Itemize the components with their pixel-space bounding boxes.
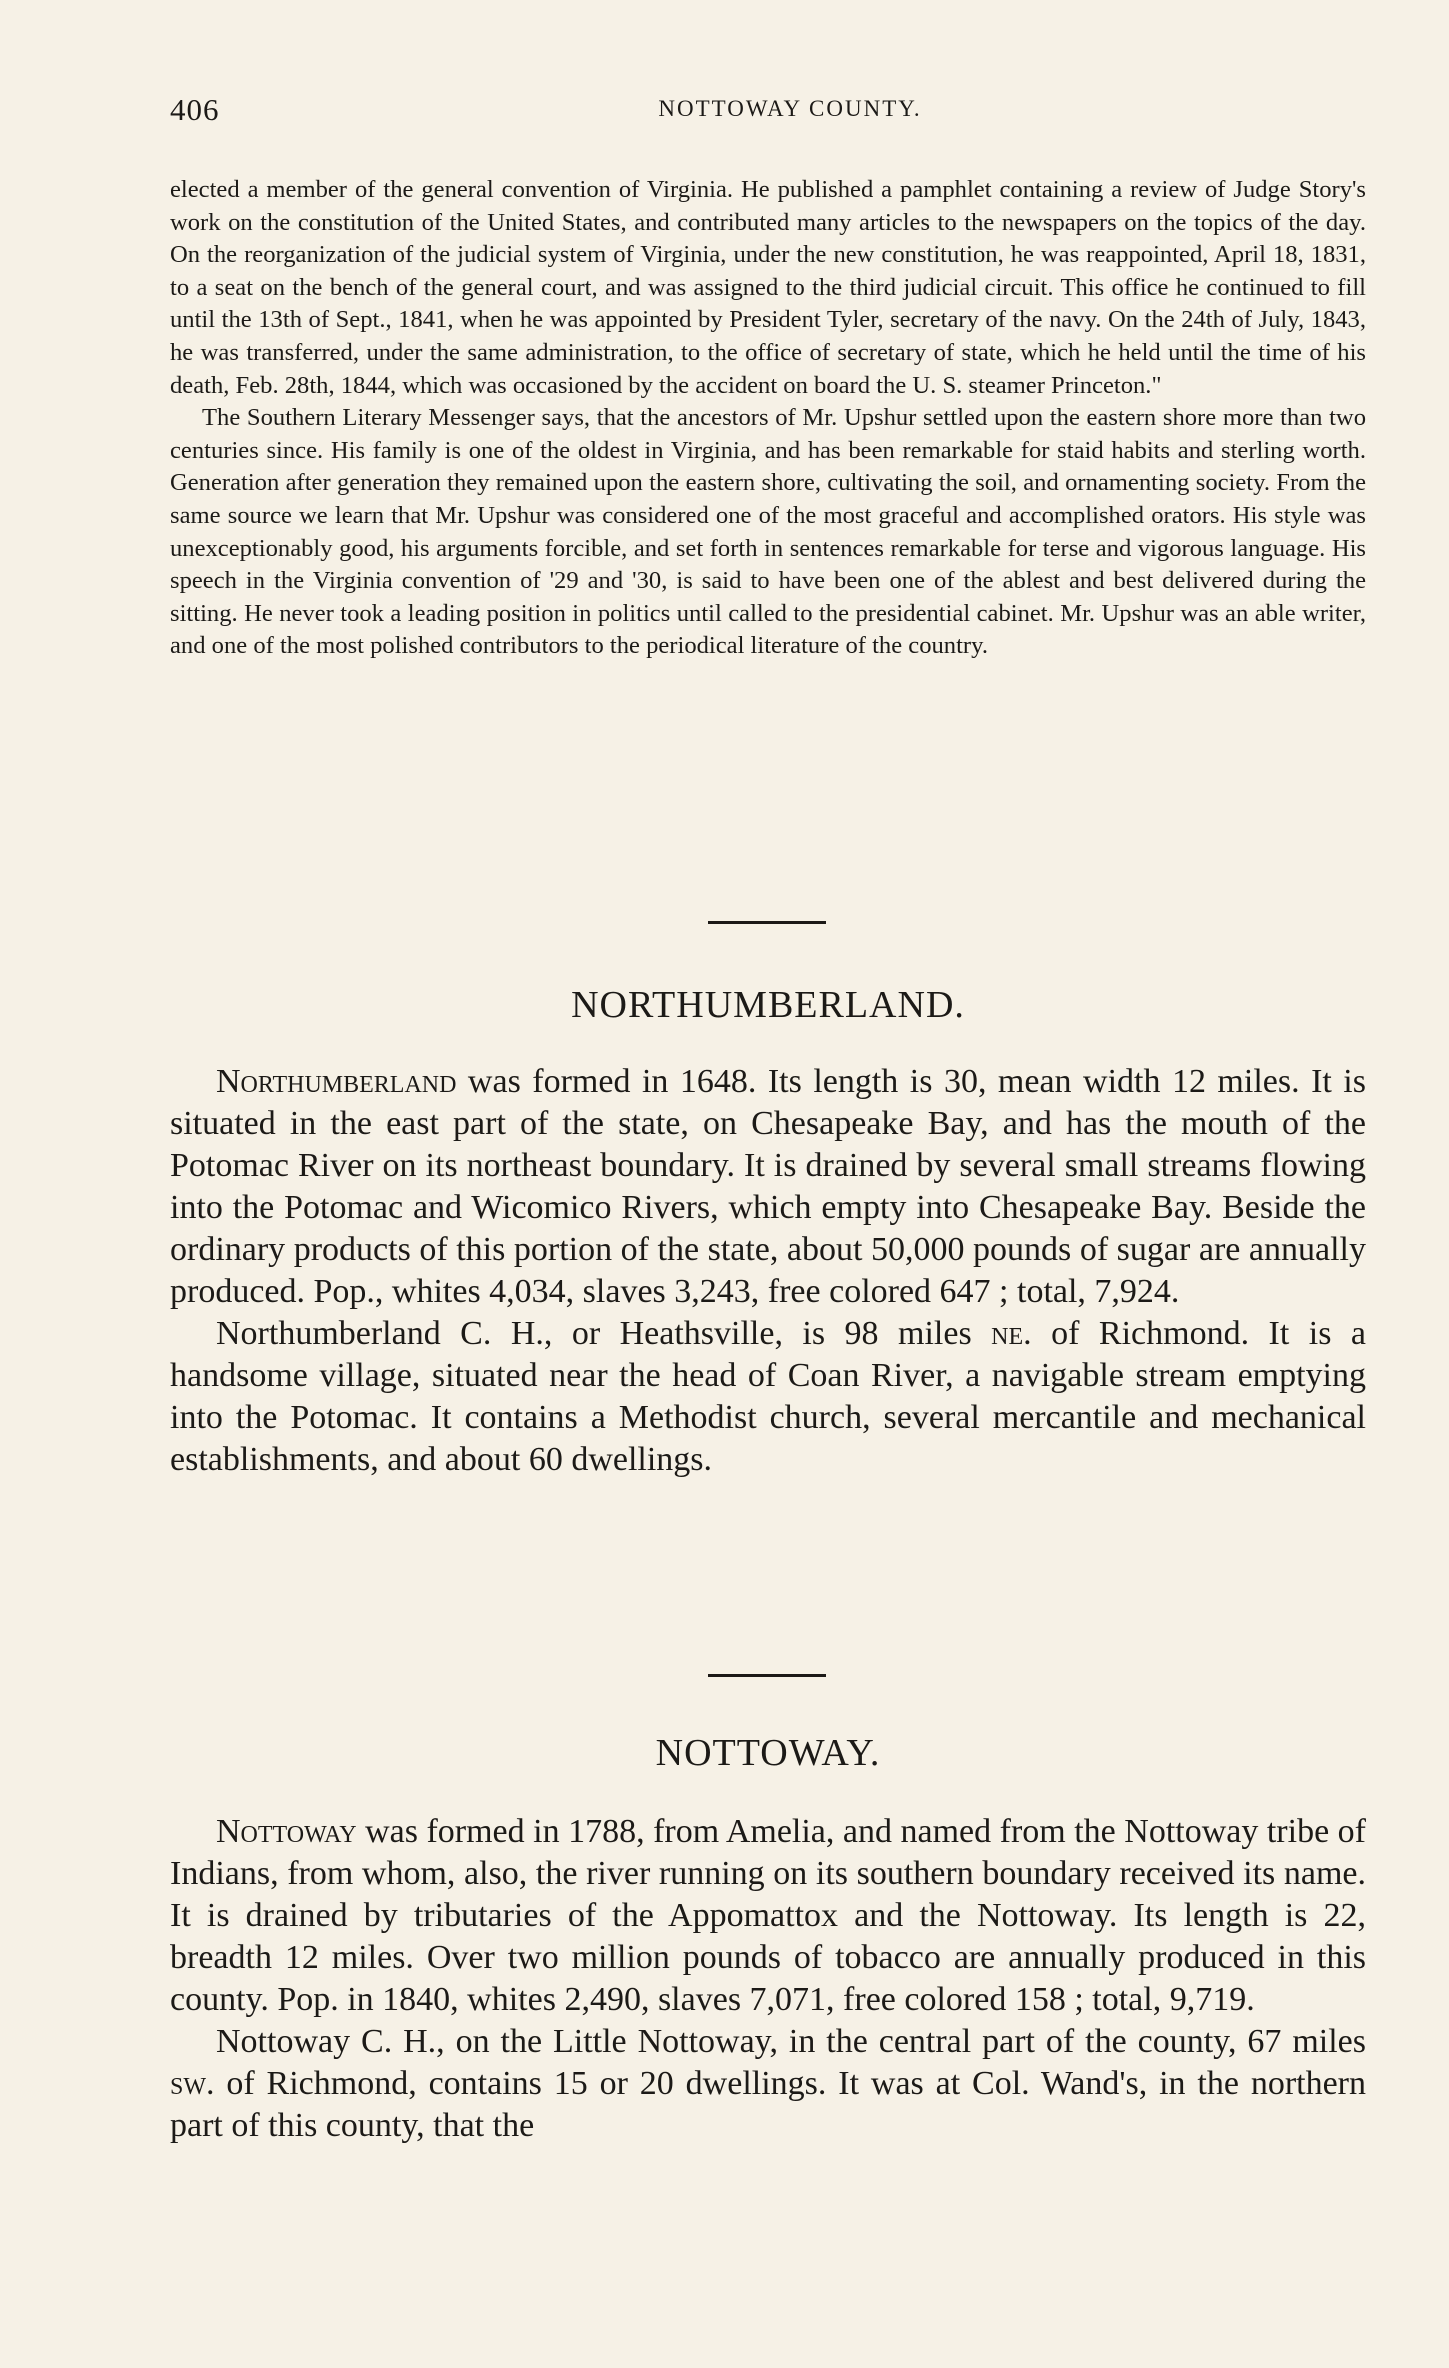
nottoway-heading: NOTTOWAY. bbox=[655, 1732, 881, 1774]
northumberland-p2-start: Northumberland C. H., or Heathsville, is 98 miles bbox=[216, 1315, 992, 1352]
upshur-paragraph-2: The Southern Literary Messenger says, that the ancestors of Mr. Upshur settled upon the eastern shore more than two centuries since. His family is one of the oldest in Virginia, and has been remarkable for staid habits and sterling worth. Generation after generation they remained upon the eastern shore, cultivating the soil, and ornamenting society. From the same source we learn that Mr. Upshur was considered one of the most graceful and accomplished orators. His style was unexceptionably good, his arguments forcible, and set forth in sentences remarkable for terse and vigorous language. His speech in the Virginia convention of '29 and '30, is said to have been one of the ablest and best delivered during the sitting. He never took a leading position in politics until called to the presidential cabinet. Mr. Upshur was an able writer, and one of the most polished contributors to the periodical literature of the country. bbox=[170, 404, 1366, 660]
section-divider-1 bbox=[708, 921, 826, 924]
northumberland-heading: NORTHUMBERLAND. bbox=[571, 984, 965, 1026]
running-title: NOTTOWAY COUNTY. bbox=[658, 96, 922, 121]
upshur-continuation bbox=[170, 174, 1366, 663]
nottoway-p2-end: of Richmond, contains 15 or 20 dwellings. It was at Col. Wand's, in the northern part of this county, that the bbox=[170, 2065, 1366, 2144]
nottoway-lead-word: Nottoway bbox=[216, 1813, 357, 1850]
running-head bbox=[170, 92, 1370, 132]
nottoway-section bbox=[170, 1811, 1366, 2147]
northumberland-lead-word: Northumberland bbox=[216, 1063, 457, 1100]
upshur-paragraph-1: elected a member of the general convention of Virginia. He published a pamphlet containing a review of Judge Story's work on the constitution of the United States, and contributed many articles to the newspapers on the topics of the day. On the reorganization of the judicial system of Virginia, under the new constitution, he was reappointed, April 18, 1831, to a seat on the bench of the general court, and was assigned to the third judicial circuit. This office he continued to fill until the 13th of Sept., 1841, when he was appointed by President Tyler, secretary of the navy. On the 24th of July, 1843, he was transferred, under the same administration, to the office of secretary of state, which he held until the time of his death, Feb. 28th, 1844, which was occasioned by the accident on board the U. S. steamer Princeton." bbox=[170, 176, 1366, 399]
northumberland-p2-end: of Richmond. It is a handsome village, situated near the head of Coan River, a navigable stream emptying into the Potomac. It contains a Methodist church, several mercantile and mechanical establishments, and about 60 dwellings. bbox=[170, 1315, 1366, 1478]
northumberland-paragraph-2 bbox=[170, 1313, 1366, 1481]
nottoway-paragraph-2 bbox=[170, 2021, 1366, 2147]
northumberland-paragraph-1 bbox=[170, 1061, 1366, 1313]
northumberland-paragraph-1-text: was formed in 1648. Its length is 30, mean width 12 miles. It is situated in the east part of the state, on Chesapeake Bay, and has the mouth of the Potomac River on its northeast boundary. It is drained by several small streams flowing into the Potomac and Wicomico Rivers, which empty into Chesapeake Bay. Beside the ordinary products of this portion of the state, about 50,000 pounds of sugar are annually produced. Pop., whites 4,034, slaves 3,243, free colored 647 ; total, 7,924. bbox=[170, 1063, 1366, 1310]
page-number: 406 bbox=[170, 92, 220, 127]
northumberland-direction: ne. bbox=[991, 1315, 1032, 1352]
nottoway-direction: sw. bbox=[170, 2065, 215, 2102]
nottoway-p2-start: Nottoway C. H., on the Little Nottoway, in the central part of the county, 67 miles bbox=[216, 2023, 1366, 2060]
northumberland-section bbox=[170, 1061, 1366, 1481]
nottoway-paragraph-1 bbox=[170, 1811, 1366, 2021]
nottoway-paragraph-1-text: was formed in 1788, from Amelia, and named from the Nottoway tribe of Indians, from whom, also, the river running on its southern boundary received its name. It is drained by tributaries of the Appomattox and the Nottoway. Its length is 22, breadth 12 miles. Over two million pounds of tobacco are annually produced in this county. Pop. in 1840, whites 2,490, slaves 7,071, free colored 158 ; total, 9,719. bbox=[170, 1813, 1366, 2018]
section-divider-2 bbox=[708, 1674, 826, 1677]
